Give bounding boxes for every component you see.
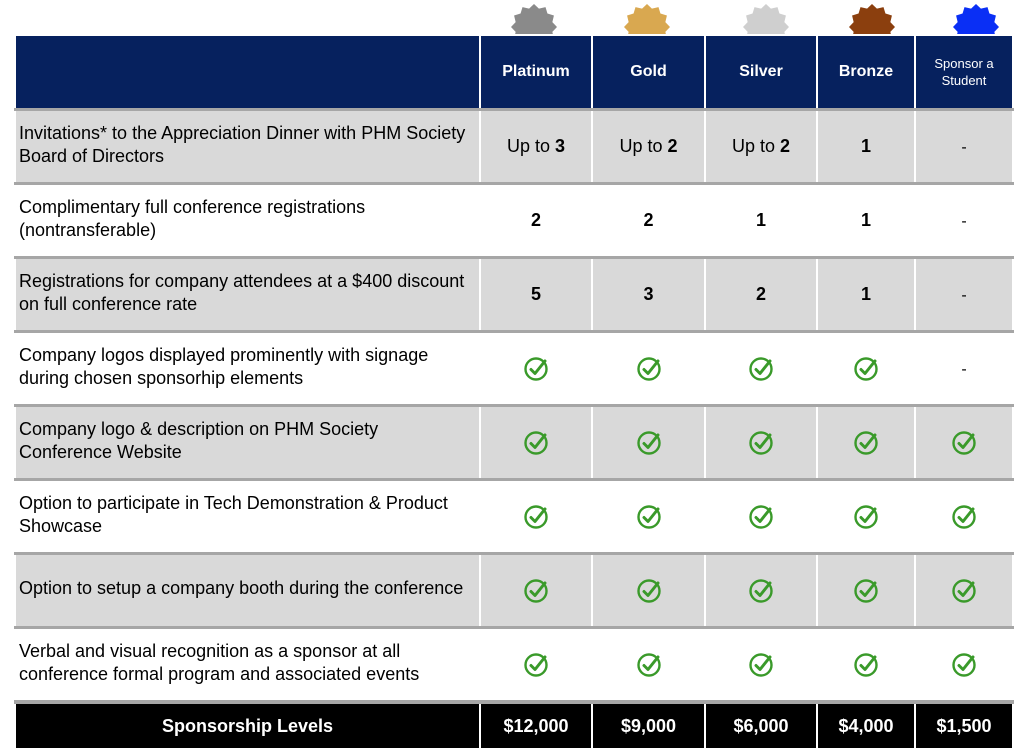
value-platinum xyxy=(480,628,592,703)
value-number: 2 xyxy=(667,136,678,156)
value-number: 5 xyxy=(530,284,541,304)
price-gold: $9,000 xyxy=(592,702,705,749)
value-gold xyxy=(592,628,705,703)
value-number: 3 xyxy=(643,284,654,304)
value-bronze xyxy=(817,332,915,406)
value-bronze xyxy=(817,184,915,258)
table-row xyxy=(15,332,1013,406)
value-sponsor-a-student xyxy=(915,110,1013,184)
value-gold xyxy=(592,332,705,406)
table-row xyxy=(15,406,1013,480)
value-number: 2 xyxy=(643,210,654,230)
value-silver xyxy=(705,554,817,628)
value-platinum xyxy=(480,406,592,480)
feature-label: Complimentary full conference registrations (nontransferable) xyxy=(15,184,480,258)
checkmark-icon xyxy=(853,504,879,530)
table-row xyxy=(15,258,1013,332)
value-number: 1 xyxy=(860,136,871,156)
value-gold xyxy=(592,480,705,554)
dash-mark: - xyxy=(961,361,967,378)
tier-gold: Gold xyxy=(592,35,705,110)
value-silver xyxy=(705,406,817,480)
value-platinum xyxy=(480,110,592,184)
dash-mark: - xyxy=(961,139,967,156)
checkmark-icon xyxy=(951,504,977,530)
checkmark-icon xyxy=(748,652,774,678)
value-prefix: Up to xyxy=(506,136,555,156)
value-silver xyxy=(705,628,817,703)
checkmark-icon xyxy=(951,430,977,456)
value-silver xyxy=(705,110,817,184)
table-row xyxy=(15,628,1013,703)
value-gold xyxy=(592,258,705,332)
tier-platinum: Platinum xyxy=(480,35,592,110)
feature-label: Verbal and visual recognition as a sponsor at all conference formal program and associated events xyxy=(15,628,480,703)
value-sponsor-a-student xyxy=(915,184,1013,258)
value-platinum xyxy=(480,554,592,628)
value-sponsor-a-student xyxy=(915,554,1013,628)
value-number: 1 xyxy=(860,284,871,304)
checkmark-icon xyxy=(748,504,774,530)
value-silver xyxy=(705,480,817,554)
value-sponsor-a-student xyxy=(915,406,1013,480)
table-header xyxy=(15,35,1013,110)
value-number: 2 xyxy=(530,210,541,230)
value-platinum xyxy=(480,332,592,406)
checkmark-icon xyxy=(523,504,549,530)
checkmark-icon xyxy=(636,430,662,456)
value-platinum xyxy=(480,184,592,258)
pricing-label: Sponsorship Levels xyxy=(15,702,480,749)
checkmark-icon xyxy=(748,578,774,604)
value-sponsor-a-student xyxy=(915,332,1013,406)
feature-label: Option to participate in Tech Demonstration & Product Showcase xyxy=(15,480,480,554)
feature-label: Option to setup a company booth during the conference xyxy=(15,554,480,628)
checkmark-icon xyxy=(951,578,977,604)
tier-silver: Silver xyxy=(705,35,817,110)
value-gold xyxy=(592,184,705,258)
price-platinum: $12,000 xyxy=(480,702,592,749)
value-gold xyxy=(592,554,705,628)
header-blank xyxy=(15,35,480,110)
checkmark-icon xyxy=(636,578,662,604)
checkmark-icon xyxy=(748,356,774,382)
value-number: 3 xyxy=(555,136,566,156)
dash-mark: - xyxy=(961,287,967,304)
feature-label: Company logos displayed prominently with signage during chosen sponsorhip elements xyxy=(15,332,480,406)
table-row xyxy=(15,554,1013,628)
checkmark-icon xyxy=(748,430,774,456)
tier-sponsor-a-student: Sponsor a Student xyxy=(915,35,1013,110)
tier-bronze: Bronze xyxy=(817,35,915,110)
value-gold xyxy=(592,110,705,184)
checkmark-icon xyxy=(523,356,549,382)
value-number: 1 xyxy=(755,210,766,230)
value-sponsor-a-student xyxy=(915,480,1013,554)
checkmark-icon xyxy=(853,652,879,678)
checkmark-icon xyxy=(523,652,549,678)
price-silver: $6,000 xyxy=(705,702,817,749)
value-bronze xyxy=(817,406,915,480)
price-bronze: $4,000 xyxy=(817,702,915,749)
value-number: 2 xyxy=(780,136,791,156)
value-gold xyxy=(592,406,705,480)
checkmark-icon xyxy=(853,578,879,604)
table-row xyxy=(15,480,1013,554)
value-number: 2 xyxy=(755,284,766,304)
checkmark-icon xyxy=(636,504,662,530)
value-prefix: Up to xyxy=(731,136,780,156)
checkmark-icon xyxy=(951,652,977,678)
feature-label: Invitations* to the Appreciation Dinner with PHM Society Board of Directors xyxy=(15,110,480,184)
checkmark-icon xyxy=(636,652,662,678)
checkmark-icon xyxy=(523,578,549,604)
value-bronze xyxy=(817,554,915,628)
value-sponsor-a-student xyxy=(915,258,1013,332)
value-bronze xyxy=(817,480,915,554)
value-platinum xyxy=(480,258,592,332)
table-row xyxy=(15,184,1013,258)
value-bronze xyxy=(817,258,915,332)
value-prefix: Up to xyxy=(619,136,668,156)
value-bronze xyxy=(817,628,915,703)
feature-label: Company logo & description on PHM Society Conference Website xyxy=(15,406,480,480)
checkmark-icon xyxy=(636,356,662,382)
value-number: 1 xyxy=(860,210,871,230)
sponsorship-table xyxy=(14,34,1014,750)
checkmark-icon xyxy=(853,430,879,456)
value-sponsor-a-student xyxy=(915,628,1013,703)
checkmark-icon xyxy=(853,356,879,382)
table-body xyxy=(15,110,1013,703)
feature-label: Registrations for company attendees at a $400 discount on full conference rate xyxy=(15,258,480,332)
dash-mark: - xyxy=(961,213,967,230)
value-bronze xyxy=(817,110,915,184)
price-sponsor-a-student: $1,500 xyxy=(915,702,1013,749)
value-platinum xyxy=(480,480,592,554)
value-silver xyxy=(705,184,817,258)
value-silver xyxy=(705,332,817,406)
pricing-row xyxy=(15,702,1013,749)
table-row xyxy=(15,110,1013,184)
checkmark-icon xyxy=(523,430,549,456)
value-silver xyxy=(705,258,817,332)
